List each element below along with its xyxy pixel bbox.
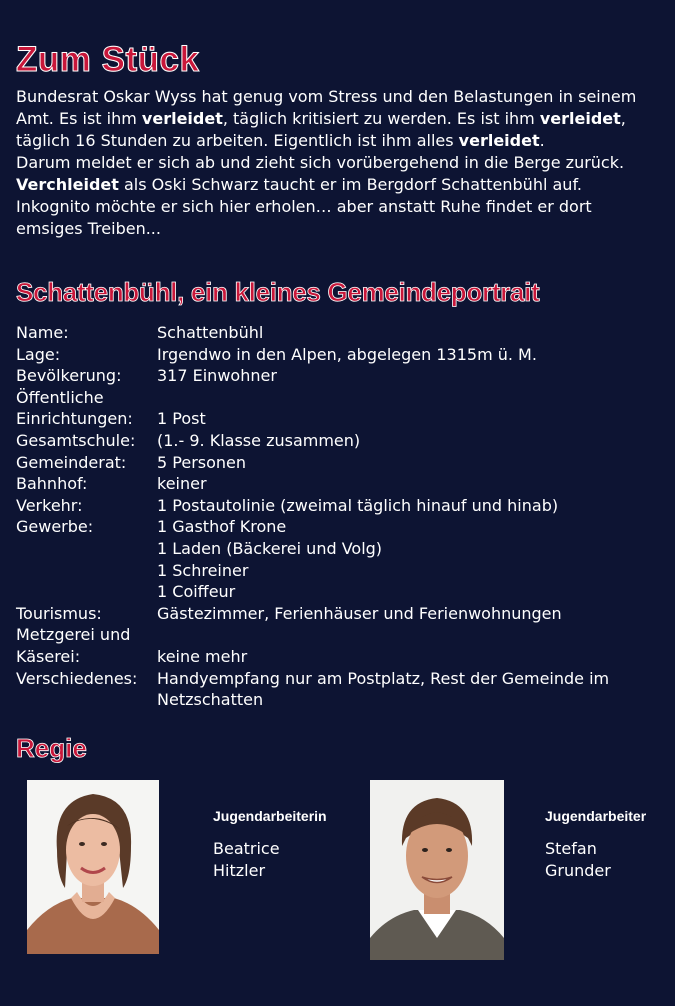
fact-row — [16, 668, 656, 711]
fact-value: 1 Coiffeur — [157, 582, 236, 602]
fact-label: Verschiedenes: — [16, 668, 138, 688]
intro-text-segment: als Oski Schwarz taucht er im Bergdorf Schattenbühl auf. — [118, 175, 582, 194]
fact-label: Bevölkerung: — [16, 366, 122, 386]
fact-row — [16, 560, 656, 582]
fact-value: keine mehr — [157, 646, 248, 666]
fact-row — [16, 646, 656, 668]
fact-value: keiner — [157, 474, 207, 494]
fact-label — [16, 538, 157, 560]
intro-text-segment: Bundesrat Oskar Wyss hat genug vom Stress und den Belastungen in seinem Amt. Es ist ihm — [16, 87, 637, 128]
fact-label: Bahnhof: — [16, 474, 88, 494]
fact-value: Irgendwo in den Alpen, abgelegen 1315m ü. M. — [157, 344, 537, 364]
intro-bold-verchleidet: Verchleidet — [16, 175, 119, 194]
fact-label: Gesamtschule: — [16, 430, 136, 450]
fact-row — [16, 387, 656, 409]
fact-row — [16, 516, 656, 538]
fact-row — [16, 473, 656, 495]
fact-value: 1 Schreiner — [157, 560, 249, 580]
fact-row — [16, 603, 656, 625]
intro-paragraph-3 — [16, 174, 652, 196]
heading-regie: Regie — [16, 733, 87, 763]
fact-value: 1 Gasthof Krone — [157, 517, 287, 537]
intro-text-segment: , täglich 16 Stunden zu arbeiten. Eigentlich ist ihm alles — [16, 109, 626, 150]
fact-label: Käserei: — [16, 646, 81, 666]
fact-value — [157, 624, 656, 646]
fact-label: Gewerbe: — [16, 517, 94, 537]
fact-label: Tourismus: — [16, 603, 102, 623]
fact-row — [16, 452, 656, 474]
fact-label — [16, 560, 157, 582]
director-last-name: Grunder — [545, 861, 611, 880]
fact-row — [16, 344, 656, 366]
fact-value: 1 Postautolinie (zweimal täglich hinauf und hinab) — [157, 495, 559, 515]
fact-label: Gemeinderat: — [16, 452, 127, 472]
fact-value: Gästezimmer, Ferienhäuser und Ferienwohnungen — [157, 603, 562, 623]
director-first-name: Beatrice — [213, 839, 280, 858]
portrait-man-image — [370, 780, 504, 960]
intro-text-segment: . — [539, 131, 545, 150]
fact-value: Handyempfang nur am Postplatz, Rest der Gemeinde im Netzschatten — [157, 668, 610, 710]
intro-bold-verleidet-1: verleidet — [141, 109, 223, 128]
fact-label: Verkehr: — [16, 495, 83, 515]
fact-label: Öffentliche — [16, 387, 104, 407]
fact-value: 1 Post — [157, 409, 206, 429]
director-photo-beatrice — [27, 780, 159, 954]
portrait-woman-image — [27, 780, 159, 954]
intro-paragraph-4: Inkognito möchte er sich hier erholen… aber anstatt Ruhe findet er dort emsiges Treiben... — [16, 197, 592, 238]
director-first-name: Stefan — [545, 839, 597, 858]
director-last-name: Hitzler — [213, 861, 266, 880]
fact-value: 5 Personen — [157, 452, 247, 472]
intro-bold-verleidet-2: verleidet — [539, 109, 621, 128]
heading-zum-stueck: Zum Stück — [16, 40, 200, 79]
fact-label: Metzgerei und — [16, 625, 131, 645]
fact-value: 317 Einwohner — [157, 366, 277, 386]
fact-label: Lage: — [16, 344, 61, 364]
fact-row — [16, 624, 656, 646]
fact-value — [157, 387, 656, 409]
fact-row — [16, 322, 656, 344]
intro-paragraph-2: Darum meldet er sich ab und zieht sich vorübergehend in die Berge zurück. — [16, 153, 625, 172]
intro-paragraph-1 — [16, 86, 652, 152]
director-role-1: Jugendarbeiterin — [213, 808, 327, 824]
fact-row — [16, 430, 656, 452]
director-name-1 — [213, 838, 280, 882]
intro-bold-verleidet-3: verleidet — [458, 131, 540, 150]
facts-table — [16, 322, 656, 711]
intro-text-segment: , täglich kritisiert zu werden. Es ist ihm — [222, 109, 540, 128]
fact-value: 1 Laden (Bäckerei und Volg) — [157, 538, 383, 558]
director-role-2: Jugendarbeiter — [545, 808, 647, 824]
fact-row — [16, 365, 656, 387]
fact-row — [16, 581, 656, 603]
fact-value: Schattenbühl — [157, 323, 264, 342]
heading-gemeindeportrait: Schattenbühl, ein kleines Gemeindeportrait — [16, 277, 540, 307]
intro-text — [16, 86, 652, 240]
director-name-2 — [545, 838, 611, 882]
director-photo-stefan — [370, 780, 504, 960]
fact-label — [16, 581, 157, 603]
fact-label: Name: — [16, 323, 69, 342]
fact-value: (1.- 9. Klasse zusammen) — [157, 430, 361, 450]
fact-row — [16, 495, 656, 517]
fact-row — [16, 408, 656, 430]
fact-row — [16, 538, 656, 560]
fact-label: Einrichtungen: — [16, 409, 133, 429]
